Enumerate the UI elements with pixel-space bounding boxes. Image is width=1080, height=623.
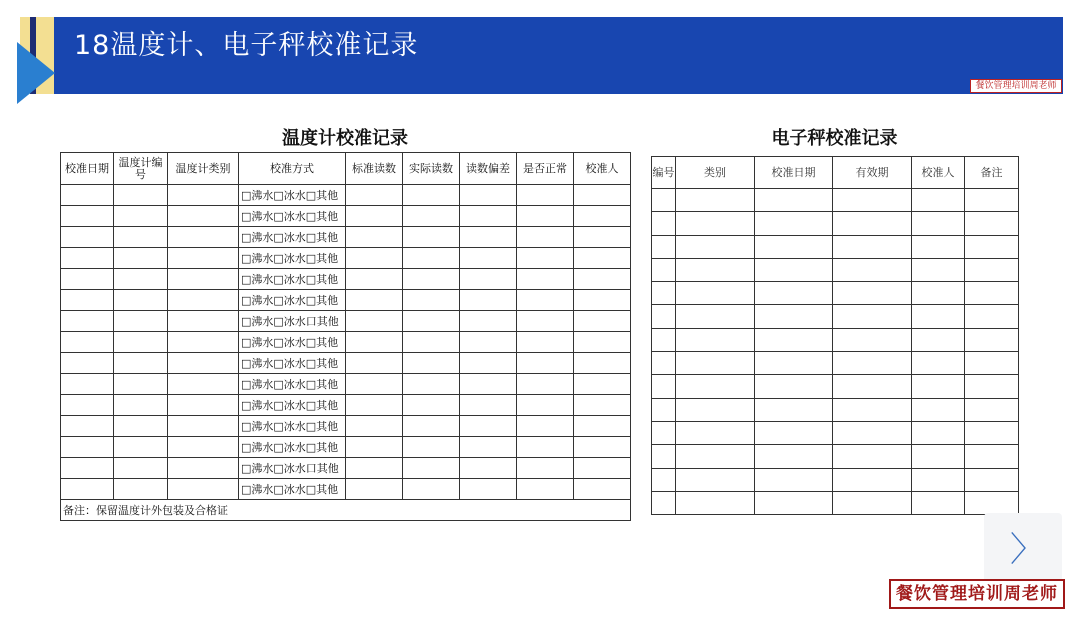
table-cell[interactable] (61, 479, 114, 500)
table-cell[interactable] (833, 328, 912, 351)
method-options-cell[interactable]: □沸水□冰水口其他 (239, 311, 346, 332)
table-cell[interactable] (517, 353, 574, 374)
table-cell[interactable] (676, 305, 755, 328)
table-cell[interactable] (652, 235, 676, 258)
table-cell[interactable] (403, 206, 460, 227)
table-row (652, 468, 1019, 491)
table-cell[interactable] (61, 395, 114, 416)
table-cell[interactable] (168, 185, 239, 206)
table-cell[interactable] (114, 248, 168, 269)
table-row (61, 353, 631, 374)
table-cell[interactable] (574, 269, 631, 290)
table-cell[interactable] (755, 328, 833, 351)
table-cell[interactable] (114, 437, 168, 458)
table-cell[interactable] (114, 185, 168, 206)
table-cell[interactable] (574, 374, 631, 395)
table-cell[interactable] (403, 458, 460, 479)
table-cell[interactable] (912, 421, 965, 444)
table-cell[interactable] (403, 290, 460, 311)
table-cell[interactable] (755, 491, 833, 514)
table-cell[interactable] (755, 468, 833, 491)
table-row (61, 206, 631, 227)
table-cell[interactable] (346, 395, 403, 416)
table-cell[interactable] (912, 491, 965, 514)
table-cell[interactable] (652, 375, 676, 398)
table-cell[interactable] (346, 290, 403, 311)
table-row (61, 395, 631, 416)
table-cell[interactable] (833, 189, 912, 212)
table-cell[interactable] (676, 445, 755, 468)
table-cell[interactable] (61, 269, 114, 290)
table-cell[interactable] (912, 375, 965, 398)
table-cell[interactable] (517, 311, 574, 332)
table-cell[interactable] (517, 332, 574, 353)
table-row (61, 458, 631, 479)
table-cell[interactable] (652, 282, 676, 305)
table-row (61, 269, 631, 290)
table-cell[interactable] (833, 258, 912, 281)
table-cell[interactable] (517, 437, 574, 458)
table-cell[interactable] (114, 206, 168, 227)
table-row (652, 189, 1019, 212)
table-cell[interactable] (403, 269, 460, 290)
scale-col-header: 类别 (676, 157, 755, 189)
table-row (652, 421, 1019, 444)
table-cell[interactable] (114, 395, 168, 416)
table-cell[interactable] (912, 445, 965, 468)
table-cell[interactable] (912, 352, 965, 375)
table-cell[interactable] (574, 479, 631, 500)
thermo-table-title: 温度计校准记录 (282, 128, 408, 149)
thermo-col-header: 校准人 (574, 153, 631, 185)
table-row (652, 212, 1019, 235)
table-cell[interactable] (460, 479, 517, 500)
note-row (61, 500, 631, 521)
method-options-cell[interactable]: □沸水□冰水□其他 (239, 437, 346, 458)
method-options-cell[interactable]: □沸水□冰水□其他 (239, 290, 346, 311)
scale-header-row (652, 157, 1019, 189)
table-cell[interactable] (676, 258, 755, 281)
table-cell[interactable] (168, 269, 239, 290)
table-cell[interactable] (168, 437, 239, 458)
thermo-col-header: 标准读数 (346, 153, 403, 185)
table-cell[interactable] (460, 416, 517, 437)
table-cell[interactable] (965, 282, 1019, 305)
table-cell[interactable] (912, 282, 965, 305)
table-cell[interactable] (517, 269, 574, 290)
table-cell[interactable] (61, 458, 114, 479)
table-cell[interactable] (168, 227, 239, 248)
table-cell[interactable] (460, 374, 517, 395)
table-cell[interactable] (460, 269, 517, 290)
table-cell[interactable] (676, 212, 755, 235)
method-options-cell[interactable]: □沸水□冰水□其他 (239, 395, 346, 416)
table-cell[interactable] (912, 305, 965, 328)
thermo-col-header: 是否正常 (517, 153, 574, 185)
thermo-col-header: 校准日期 (61, 153, 114, 185)
table-cell[interactable] (346, 185, 403, 206)
scale-col-header: 备注 (965, 157, 1019, 189)
table-cell[interactable] (346, 227, 403, 248)
table-cell[interactable] (755, 235, 833, 258)
table-cell[interactable] (114, 269, 168, 290)
table-cell[interactable] (652, 445, 676, 468)
table-cell[interactable] (61, 332, 114, 353)
banner-arrow-icon (17, 42, 55, 104)
method-options-cell[interactable]: □沸水□冰水□其他 (239, 479, 346, 500)
thermo-col-header: 温度计编号 (114, 153, 168, 185)
table-cell[interactable] (755, 421, 833, 444)
table-cell[interactable] (114, 353, 168, 374)
table-cell[interactable] (403, 479, 460, 500)
table-cell[interactable] (912, 468, 965, 491)
table-cell[interactable] (460, 311, 517, 332)
table-cell[interactable] (168, 353, 239, 374)
table-cell[interactable] (61, 353, 114, 374)
table-row (61, 374, 631, 395)
table-cell[interactable] (346, 248, 403, 269)
table-cell[interactable] (652, 212, 676, 235)
table-cell[interactable] (965, 305, 1019, 328)
table-cell[interactable] (403, 248, 460, 269)
table-cell[interactable] (574, 458, 631, 479)
table-row (61, 227, 631, 248)
table-cell[interactable] (403, 353, 460, 374)
table-row (61, 479, 631, 500)
table-cell[interactable] (574, 290, 631, 311)
table-row (652, 328, 1019, 351)
table-cell[interactable] (652, 468, 676, 491)
table-cell[interactable] (346, 437, 403, 458)
table-row (61, 416, 631, 437)
table-cell[interactable] (755, 352, 833, 375)
table-cell[interactable] (168, 290, 239, 311)
table-row (652, 445, 1019, 468)
table-row (652, 491, 1019, 514)
table-cell[interactable] (755, 282, 833, 305)
table-cell[interactable] (517, 248, 574, 269)
table-cell[interactable] (114, 416, 168, 437)
table-cell[interactable] (460, 290, 517, 311)
table-cell[interactable] (574, 353, 631, 374)
table-cell[interactable] (676, 491, 755, 514)
table-cell[interactable] (517, 374, 574, 395)
table-cell[interactable] (676, 398, 755, 421)
table-cell[interactable] (912, 235, 965, 258)
table-cell[interactable] (346, 353, 403, 374)
table-cell[interactable] (403, 395, 460, 416)
table-cell[interactable] (114, 332, 168, 353)
table-row (652, 352, 1019, 375)
table-cell[interactable] (114, 311, 168, 332)
table-row (652, 375, 1019, 398)
scale-col-header: 编号 (652, 157, 676, 189)
method-options-cell[interactable]: □沸水□冰水□其他 (239, 353, 346, 374)
table-cell[interactable] (574, 437, 631, 458)
scale-col-header: 校准日期 (755, 157, 833, 189)
table-cell[interactable] (965, 398, 1019, 421)
table-cell[interactable] (168, 479, 239, 500)
table-cell[interactable] (403, 374, 460, 395)
table-cell[interactable] (403, 227, 460, 248)
table-row (652, 282, 1019, 305)
table-cell[interactable] (965, 468, 1019, 491)
table-cell[interactable] (652, 398, 676, 421)
table-row (61, 332, 631, 353)
table-cell[interactable] (833, 352, 912, 375)
table-cell[interactable] (912, 398, 965, 421)
table-cell[interactable] (460, 437, 517, 458)
method-options-cell[interactable]: □沸水□冰水□其他 (239, 206, 346, 227)
page-title: 18温度计、电子秤校准记录 (74, 30, 419, 61)
table-cell[interactable] (676, 328, 755, 351)
table-cell[interactable] (652, 328, 676, 351)
table-cell[interactable] (403, 416, 460, 437)
table-cell[interactable] (652, 491, 676, 514)
thermo-col-header: 实际读数 (403, 153, 460, 185)
method-options-cell[interactable]: □沸水□冰水□其他 (239, 227, 346, 248)
table-cell[interactable] (346, 374, 403, 395)
table-cell[interactable] (833, 398, 912, 421)
table-cell[interactable] (460, 458, 517, 479)
table-cell[interactable] (346, 332, 403, 353)
scale-col-header: 校准人 (912, 157, 965, 189)
table-cell[interactable] (965, 328, 1019, 351)
table-cell[interactable] (460, 185, 517, 206)
table-cell[interactable] (346, 269, 403, 290)
table-cell[interactable] (460, 353, 517, 374)
table-cell[interactable] (652, 189, 676, 212)
table-cell[interactable] (965, 235, 1019, 258)
scale-table-title: 电子秤校准记录 (771, 128, 898, 149)
table-row (61, 185, 631, 206)
table-cell[interactable] (965, 352, 1019, 375)
table-cell[interactable] (61, 227, 114, 248)
table-cell[interactable] (114, 479, 168, 500)
table-cell[interactable] (912, 258, 965, 281)
table-cell[interactable] (168, 206, 239, 227)
table-cell[interactable] (912, 328, 965, 351)
table-cell[interactable] (517, 458, 574, 479)
thermo-col-header: 温度计类别 (168, 153, 239, 185)
method-options-cell[interactable]: □沸水□冰水□其他 (239, 416, 346, 437)
banner-seal: 餐饮管理培训周老师 (970, 79, 1062, 93)
table-row (61, 290, 631, 311)
table-cell[interactable] (346, 311, 403, 332)
table-cell[interactable] (574, 206, 631, 227)
table-row (61, 437, 631, 458)
table-cell[interactable] (114, 374, 168, 395)
thermo-col-header: 校准方式 (239, 153, 346, 185)
table-cell[interactable] (517, 479, 574, 500)
table-row (652, 305, 1019, 328)
table-cell[interactable] (346, 458, 403, 479)
table-cell[interactable] (168, 311, 239, 332)
table-cell[interactable] (61, 290, 114, 311)
table-cell[interactable] (517, 227, 574, 248)
table-cell[interactable] (755, 398, 833, 421)
table-cell[interactable] (346, 479, 403, 500)
table-cell[interactable] (833, 235, 912, 258)
table-cell[interactable] (965, 421, 1019, 444)
table-row (652, 235, 1019, 258)
table-cell[interactable] (676, 282, 755, 305)
method-options-cell[interactable]: □沸水□冰水□其他 (239, 248, 346, 269)
table-cell[interactable] (833, 491, 912, 514)
table-cell[interactable] (965, 189, 1019, 212)
table-cell[interactable] (61, 437, 114, 458)
table-cell[interactable] (676, 189, 755, 212)
table-cell[interactable] (61, 416, 114, 437)
table-row (652, 258, 1019, 281)
table-cell[interactable] (403, 311, 460, 332)
table-cell[interactable] (676, 352, 755, 375)
table-cell[interactable] (574, 395, 631, 416)
table-cell[interactable] (114, 227, 168, 248)
table-cell[interactable] (965, 375, 1019, 398)
table-cell[interactable] (912, 212, 965, 235)
scale-calibration-table (651, 156, 1019, 515)
table-cell[interactable] (755, 258, 833, 281)
table-row (61, 311, 631, 332)
table-cell[interactable] (403, 437, 460, 458)
method-options-cell[interactable]: □沸水□冰水□其他 (239, 185, 346, 206)
table-cell[interactable] (755, 375, 833, 398)
table-cell[interactable] (403, 185, 460, 206)
table-cell[interactable] (965, 445, 1019, 468)
method-options-cell[interactable]: □沸水□冰水□其他 (239, 269, 346, 290)
method-options-cell[interactable]: □沸水□冰水□其他 (239, 332, 346, 353)
table-cell[interactable] (652, 258, 676, 281)
table-cell[interactable] (833, 212, 912, 235)
table-cell[interactable] (965, 258, 1019, 281)
table-cell[interactable] (755, 212, 833, 235)
table-cell[interactable] (403, 332, 460, 353)
method-options-cell[interactable]: □沸水□冰水口其他 (239, 458, 346, 479)
table-cell[interactable] (676, 421, 755, 444)
table-cell[interactable] (912, 189, 965, 212)
table-cell[interactable] (965, 491, 1019, 514)
table-cell[interactable] (517, 290, 574, 311)
table-cell[interactable] (676, 375, 755, 398)
table-cell[interactable] (833, 468, 912, 491)
watermark-stamp: 餐饮管理培训周老师 (889, 579, 1065, 609)
table-cell[interactable] (676, 468, 755, 491)
table-cell[interactable] (652, 421, 676, 444)
table-cell[interactable] (460, 206, 517, 227)
table-note: 备注：保留温度计外包装及合格证 (61, 500, 631, 521)
thermo-calibration-table (60, 152, 631, 521)
table-cell[interactable] (755, 305, 833, 328)
table-cell[interactable] (346, 416, 403, 437)
table-cell[interactable] (517, 206, 574, 227)
table-cell[interactable] (168, 458, 239, 479)
table-cell[interactable] (833, 445, 912, 468)
table-cell[interactable] (168, 416, 239, 437)
table-cell[interactable] (574, 332, 631, 353)
table-cell[interactable] (61, 374, 114, 395)
table-cell[interactable] (460, 395, 517, 416)
table-cell[interactable] (168, 332, 239, 353)
table-cell[interactable] (168, 374, 239, 395)
table-cell[interactable] (755, 189, 833, 212)
table-cell[interactable] (460, 332, 517, 353)
table-cell[interactable] (574, 311, 631, 332)
table-cell[interactable] (61, 311, 114, 332)
table-cell[interactable] (61, 206, 114, 227)
table-cell[interactable] (652, 305, 676, 328)
table-cell[interactable] (517, 416, 574, 437)
table-cell[interactable] (833, 305, 912, 328)
chevron-right-icon: 〉 (1010, 530, 1044, 570)
table-row (652, 398, 1019, 421)
table-cell[interactable] (168, 248, 239, 269)
table-cell[interactable] (574, 227, 631, 248)
table-cell[interactable] (833, 421, 912, 444)
table-cell[interactable] (574, 416, 631, 437)
table-cell[interactable] (346, 206, 403, 227)
table-cell[interactable] (517, 395, 574, 416)
table-cell[interactable] (833, 375, 912, 398)
table-cell[interactable] (61, 185, 114, 206)
table-cell[interactable] (833, 282, 912, 305)
table-cell[interactable] (517, 185, 574, 206)
thermo-col-header: 读数偏差 (460, 153, 517, 185)
table-cell[interactable] (965, 212, 1019, 235)
table-cell[interactable] (61, 248, 114, 269)
table-cell[interactable] (168, 395, 239, 416)
table-cell[interactable] (114, 290, 168, 311)
method-options-cell[interactable]: □沸水□冰水□其他 (239, 374, 346, 395)
table-cell[interactable] (652, 352, 676, 375)
table-cell[interactable] (755, 445, 833, 468)
scale-col-header: 有效期 (833, 157, 912, 189)
table-cell[interactable] (574, 185, 631, 206)
table-cell[interactable] (460, 248, 517, 269)
table-cell[interactable] (114, 458, 168, 479)
table-cell[interactable] (460, 227, 517, 248)
thermo-header-row (61, 153, 631, 185)
table-cell[interactable] (676, 235, 755, 258)
table-cell[interactable] (574, 248, 631, 269)
table-row (61, 248, 631, 269)
